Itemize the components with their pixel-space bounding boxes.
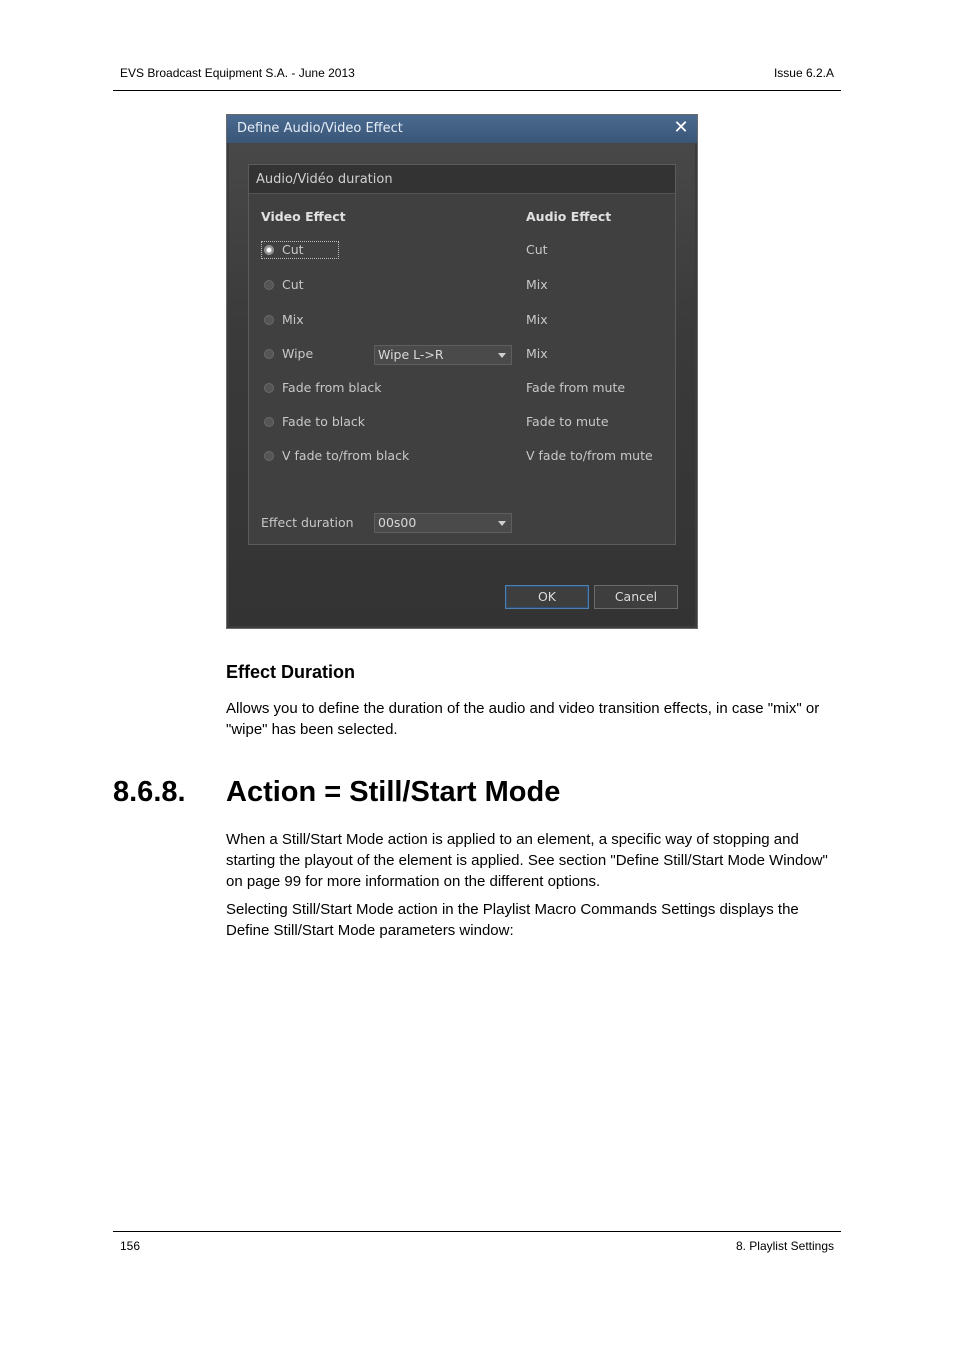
header-divider: [113, 90, 841, 91]
ok-button[interactable]: OK: [505, 585, 589, 609]
define-audio-video-effect-dialog: [226, 114, 698, 629]
audio-video-duration-group: [248, 164, 676, 545]
page-number: 156: [120, 1239, 141, 1253]
audio-option-label: Fade from mute: [526, 380, 626, 395]
video-option-label: V fade to/from black: [282, 448, 410, 463]
cancel-button[interactable]: Cancel: [594, 585, 678, 609]
radio-video-fade-to-black[interactable]: [264, 417, 274, 427]
audio-option-label: Cut: [526, 242, 548, 257]
dialog-title: Define Audio/Video Effect: [237, 121, 403, 136]
video-option-label: Wipe: [282, 346, 314, 361]
section-paragraph-2: Selecting Still/Start Mode action in the Playlist Macro Commands Settings displays the Define Still/Start Mode parameters window:: [226, 901, 799, 939]
close-icon[interactable]: ✕: [673, 117, 689, 138]
effect-duration-text: Allows you to define the duration of the audio and video transition effects, in case "mix" or "wipe" has been selected.: [226, 700, 820, 738]
radio-video-cut-2[interactable]: [264, 280, 274, 290]
effect-duration-value: 00s00: [378, 515, 417, 530]
video-option-label: Fade to black: [282, 414, 366, 429]
header-right: Issue 6.2.A: [773, 66, 834, 80]
section-title: Action = Still/Start Mode: [226, 776, 561, 808]
video-option-label: Cut: [282, 277, 304, 292]
video-option-label: Fade from black: [282, 380, 382, 395]
video-effect-heading: Video Effect: [261, 209, 346, 224]
dialog-title-bar: [227, 115, 697, 143]
chevron-down-icon: [498, 353, 506, 358]
group-title: Audio/Vidéo duration: [249, 165, 675, 194]
wipe-type-value: Wipe L->R: [378, 347, 444, 362]
audio-option-label: Mix: [526, 277, 548, 292]
footer-divider: [113, 1231, 841, 1232]
radio-video-mix[interactable]: [264, 315, 274, 325]
effect-duration-label: Effect duration: [261, 515, 354, 530]
audio-option-label: V fade to/from mute: [526, 448, 653, 463]
section-number: 8.6.8.: [113, 776, 186, 808]
audio-option-label: Mix: [526, 346, 548, 361]
effect-duration-heading: Effect Duration: [226, 662, 356, 682]
radio-video-wipe[interactable]: [264, 349, 274, 359]
footer-chapter: 8. Playlist Settings: [735, 1239, 834, 1253]
audio-option-label: Fade to mute: [526, 414, 609, 429]
section-paragraph-1: When a Still/Start Mode action is applied to an element, a specific way of stopping and starting the playout of the element is applied. See section "Define Still/Start Mode Window" on page 99 for more information on the different options.: [226, 831, 828, 890]
effect-duration-select[interactable]: [374, 513, 512, 533]
radio-video-cut-1[interactable]: [264, 245, 274, 255]
audio-effect-heading: Audio Effect: [526, 209, 612, 224]
dialog-body: [229, 143, 695, 626]
chevron-down-icon: [498, 521, 506, 526]
audio-option-label: Mix: [526, 312, 548, 327]
wipe-type-select[interactable]: [374, 345, 512, 365]
video-option-label: Cut: [282, 242, 304, 257]
radio-video-v-fade[interactable]: [264, 451, 274, 461]
video-option-label: Mix: [282, 312, 304, 327]
radio-video-fade-from-black[interactable]: [264, 383, 274, 393]
header-left: EVS Broadcast Equipment S.A. - June 2013: [120, 66, 355, 80]
